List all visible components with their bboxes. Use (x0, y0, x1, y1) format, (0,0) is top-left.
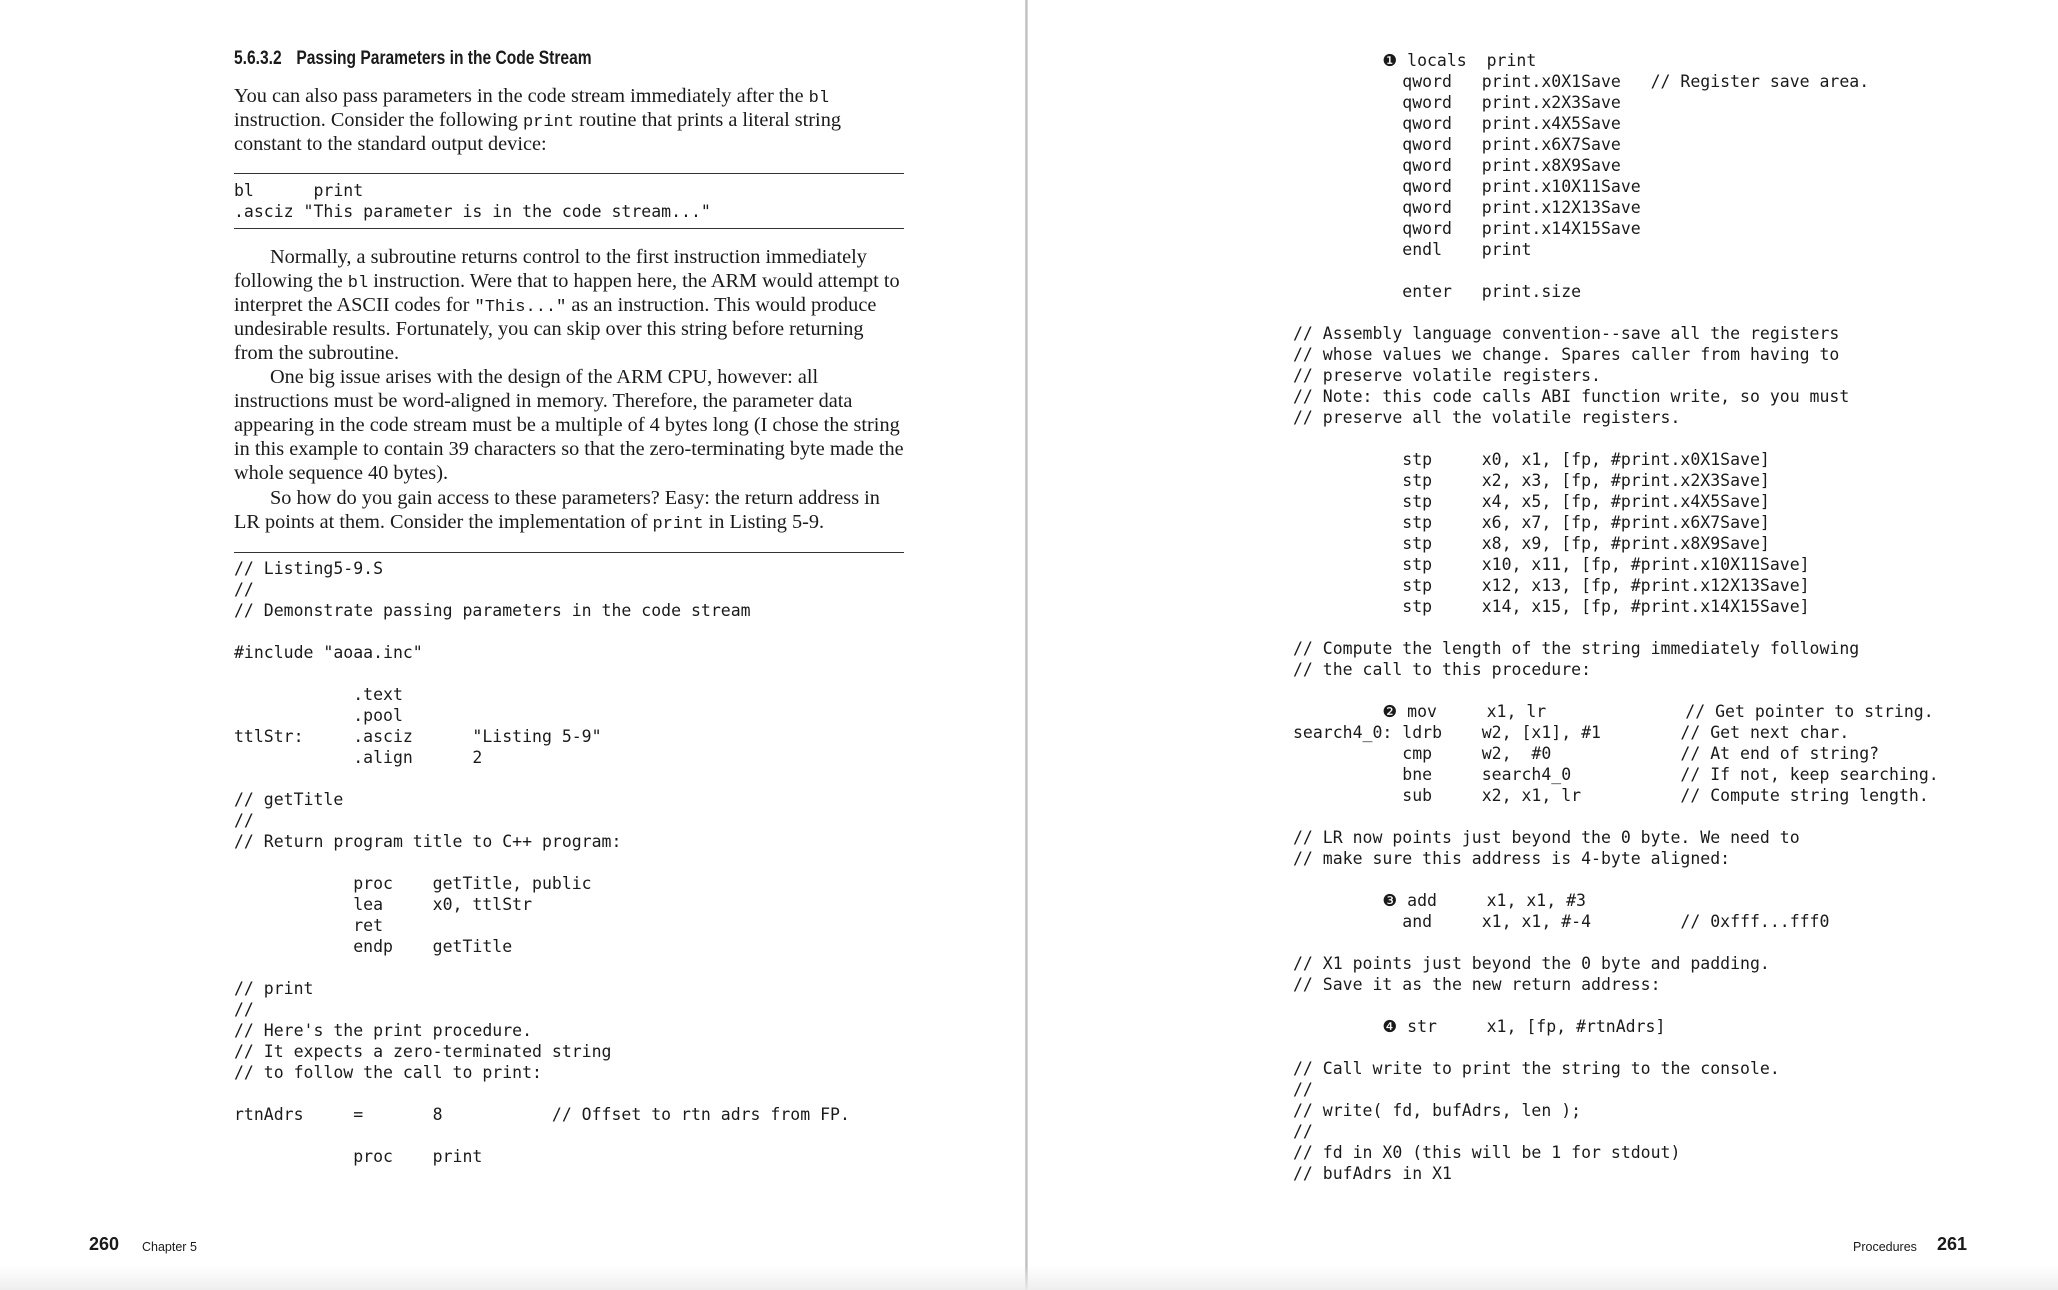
code-snippet: bl print .asciz "This parameter is in the code stream..." (234, 181, 711, 221)
chapter-label: Chapter 5 (142, 1240, 197, 1254)
paragraph: One big issue arises with the design of the ARM CPU, however: all instructions must be word-aligned in memory. Therefore, the parameter data appearing in the code stream must be a multiple of 4 bytes long (I chose the string in this example to contain 39 characters so that the zero-terminating byte made the whole sequence 40 bytes). (234, 366, 904, 484)
paragraph: So how do you gain access to these parameters? Easy: the return address in LR points at them. Consider the implementation of print in Listing 5-9. (234, 487, 880, 534)
code-rule-top (234, 173, 904, 174)
inline-code: print (652, 515, 704, 534)
inline-code: print (522, 113, 574, 132)
section-heading (234, 48, 592, 70)
inline-code: bl (808, 89, 830, 108)
code-listing: // Listing5-9.S // // Demonstrate passing parameters in the code stream #include "aoaa.inc" .text .pool ttlStr: .asciz "Listing 5-9" .align 2 // getTitle // // Return program title to C++ program: proc getTitle, public lea x0, ttlStr ret endp getTitle // print // // Here's the print procedure. // It expects a zero-terminated string // to follow the call to print: rtnAdrs = 8 // Offset to rtn adrs from FP. proc print (234, 559, 850, 1166)
listing-rule (234, 552, 904, 553)
inline-code: "This..." (474, 298, 567, 317)
inline-code: bl (347, 274, 369, 293)
code-rule-bottom (234, 228, 904, 229)
bottom-shadow (0, 1266, 2058, 1290)
page-number: 261 (1937, 1234, 1968, 1254)
page-number: 260 (89, 1234, 120, 1254)
chapter-label: Procedures (1853, 1240, 1917, 1254)
paragraph: Normally, a subroutine returns control to the first instruction immediately following the bl instruction. Were that to happen here, the ARM would attempt to interpret the ASCII codes for "This..." as an instruction. This would produce undesirable results. Fortunately, you can skip over this string before returning from the subroutine. (234, 246, 900, 364)
section-number: 5.6.3.2 (234, 48, 282, 69)
code-listing: ❶ locals print qword print.x0X1Save // Register save area. qword print.x2X3Save qword print.x4X5Save qword print.x6X7Save qword print.x8X9Save qword print.x10X11Save qword print.x12X13Save qword print.x14X15Save endl print enter print.size // Assembly language convention--save all the registers // whose values we change. Spares caller from having to // preserve volatile registers. // Note: this code calls ABI function write, so you must // preserve all the volatile registers. stp x0, x1, [fp, #print.x0X1Save] stp x2, x3, [fp, #print.x2X3Save] stp x4, x5, [fp, #print.x4X5Save] stp x6, x7, [fp, #print.x6X7Save] stp x8, x9, [fp, #print.x8X9Save] stp x10, x11, [fp, #print.x10X11Save] stp x12, x13, [fp, #print.x12X13Save] stp x14, x15, [fp, #print.x14X15Save] // Compute the length of the string immediately following // the call to this procedure: ❷ mov x1, lr // Get pointer to string. search4_0: ldrb w2, [x1], #1 // Get next char. cmp w2, #0 // At end of string? bne search4_0 // If not, keep searching. sub x2, x1, lr // Compute string length. // LR now points just beyond the 0 byte. We need to // make sure this address is 4-byte aligned: ❸ add x1, x1, #3 and x1, x1, #-4 // 0xfff...fff0 // X1 points just beyond the 0 byte and padding. // Save it as the new return address: ❹ str x1, [fp, #rtnAdrs] // Call write to print the string to the console. // // write( fd, bufAdrs, len ); // // fd in X0 (this will be 1 for stdout) // bufAdrs in X1 (1293, 51, 1939, 1183)
section-title: Passing Parameters in the Code Stream (296, 48, 592, 69)
left-page (0, 0, 1026, 1290)
paragraph: You can also pass parameters in the code stream immediately after the bl instruction. Consider the following print routine that prints a literal string constant to the standard output device: (234, 85, 841, 155)
